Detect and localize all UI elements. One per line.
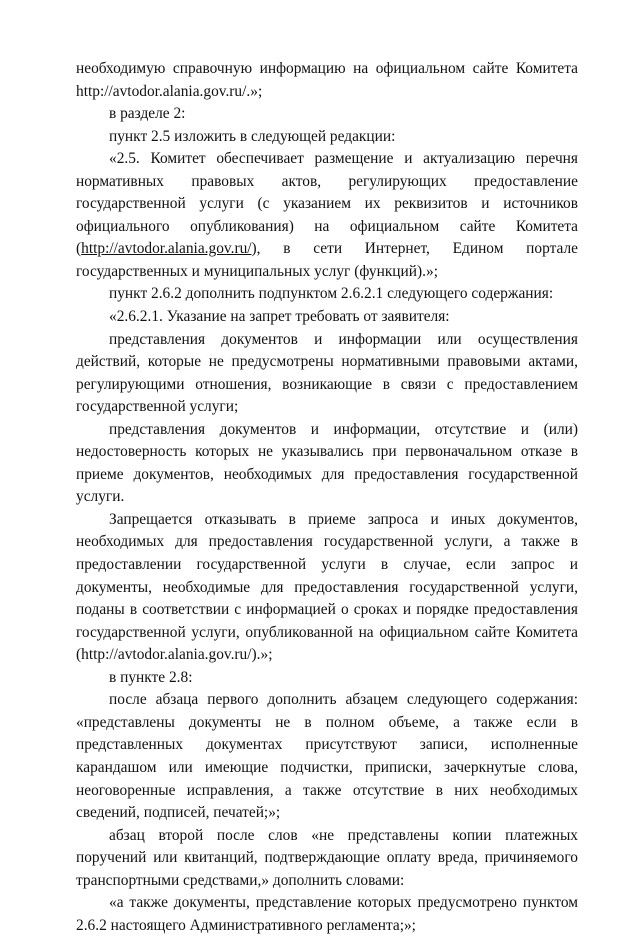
item-2-5-text-before: «2.5. Комитет обеспечивает размещение и актуализацию перечня нормативных правовых актов, регулирующих предоставление государственной услуги (с указанием их реквизитов и источников официального опубликования) на официальном сайте Комитета (: [76, 150, 578, 258]
paragraph-site-info: необходимую справочную информацию на официальном сайте Комитета http://avtodor.alania.gov.ru/.»;: [76, 60, 578, 100]
paragraph-item-2-5-intro: пункт 2.5 изложить в следующей редакции:: [109, 127, 396, 145]
paragraph-item-2-6-2-1-title: «2.6.2.1. Указание на запрет требовать от заявителя:: [109, 308, 450, 326]
paragraph-item-2-6-2-intro: пункт 2.6.2 дополнить подпунктом 2.6.2.1 следующего содержания:: [109, 285, 554, 303]
paragraph-section-2: в разделе 2:: [109, 105, 186, 123]
paragraph-after-first-abzac: после абзаца первого дополнить абзацем следующего содержания: «представлены документы не в полном объеме, а также если в представленных документах присутствуют записи, исполненные карандашом или имеющие подчистки, приписки, зачеркнутые слова, неоговоренные исправления, а также отсутствие в них необходимых сведений, подписей, печатей;»;: [76, 691, 578, 822]
paragraph-item-2-8-intro: в пункте 2.8:: [109, 668, 193, 686]
document-page: [76, 58, 578, 937]
paragraph-prohibition-2: представления документов и информации, отсутствие и (или) недостоверность которых не указывались при первоначальном отказе в приеме документов, необходимых для предоставления государственной услуги.: [76, 420, 578, 506]
committee-site-link[interactable]: http://avtodor.alania.gov.ru/: [81, 240, 252, 258]
paragraph-second-abzac: абзац второй после слов «не представлены копии платежных поручений или квитанций, подтверждающие оплату вреда, причиняемого транспортными средствами,» дополнить словами:: [76, 826, 578, 889]
paragraph-additional-words: «а также документы, представление которых предусмотрено пунктом 2.6.2 настоящего Административного регламента;»;: [76, 894, 578, 934]
paragraph-item-2-5-text: [76, 148, 578, 283]
paragraph-refusal-prohibited: Запрещается отказывать в приеме запроса и иных документов, необходимых для предоставления государственной услуги, а также в предоставлении государственной услуги в случае, если запрос и документы, необходимые для предоставления государственной услуги, поданы в соответствии с информацией о сроках и порядке предоставления государственной услуги, опубликованной на официальном сайте Комитета (http://avtodor.alania.gov.ru/).»;: [76, 510, 578, 664]
item-2-5-text-after: ), в сети Интернет, Едином портале государственных и муниципальных услуг (функций).»;: [76, 240, 578, 280]
paragraph-prohibition-1: представления документов и информации или осуществления действий, которые не предусмотрены нормативными правовыми актами, регулирующими отношения, возникающие в связи с предоставлением государственной услуги;: [76, 330, 578, 416]
